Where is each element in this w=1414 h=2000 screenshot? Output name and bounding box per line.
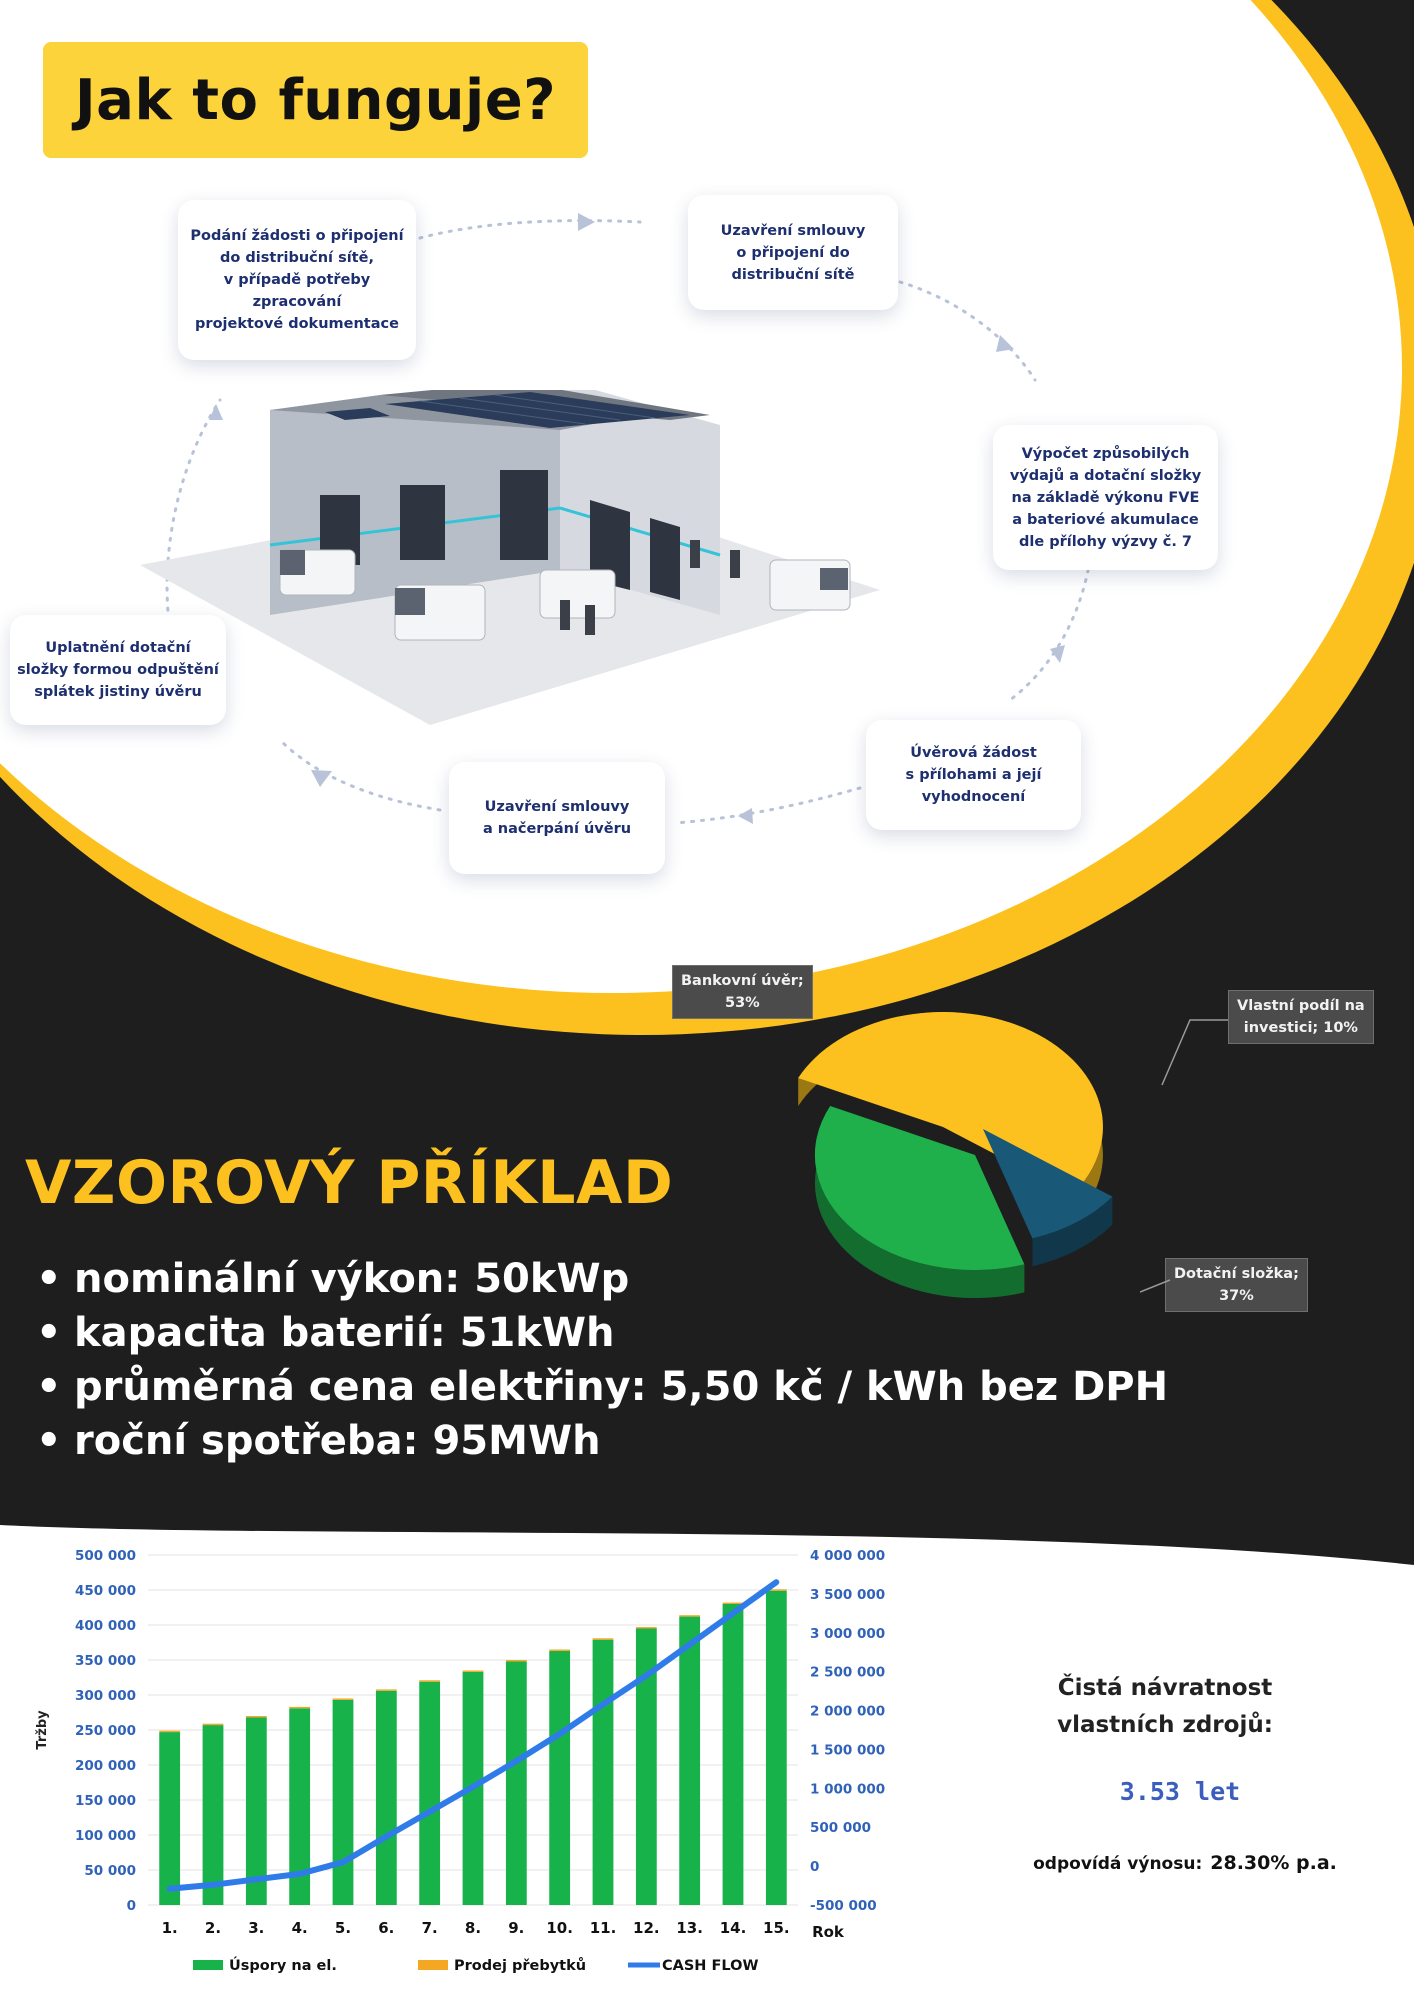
x-tick-label: 4. — [291, 1919, 308, 1937]
payback-value: 3.53 let — [1119, 1777, 1241, 1806]
legend-swatch — [193, 1960, 223, 1970]
y-tick-label: 200 000 — [74, 1758, 136, 1774]
y-tick-label: 500 000 — [74, 1548, 136, 1564]
payback-title: Čistá návratnost vlastních zdrojů: — [1057, 1675, 1273, 1738]
bar-savings — [376, 1691, 397, 1905]
y-tick-label: 0 — [126, 1898, 136, 1914]
x-tick-label: 3. — [248, 1919, 265, 1937]
spec-annual-consumption: • roční spotřeba: 95MWh — [36, 1414, 1168, 1468]
bar-surplus — [679, 1615, 700, 1616]
x-axis-label: Rok — [812, 1923, 844, 1941]
bar-savings — [333, 1700, 354, 1905]
revenue-cashflow-chart — [28, 1535, 908, 1995]
process-step-3: Výpočet způsobilých výdajů a dotační složky na základě výkonu FVE a bateriové akumulace dle přílohy výzvy č. 7 — [993, 425, 1218, 570]
yield-label: odpovídá výnosu: — [1033, 1854, 1203, 1874]
bar-surplus — [506, 1660, 527, 1661]
bar-surplus — [289, 1707, 310, 1708]
y-tick-label: 300 000 — [74, 1688, 136, 1704]
y2-tick-label: 1 500 000 — [810, 1742, 886, 1759]
y2-tick-label: 2 500 000 — [810, 1664, 886, 1681]
y-tick-label: 350 000 — [74, 1653, 136, 1669]
x-tick-label: 9. — [508, 1919, 525, 1937]
y2-tick-label: 500 000 — [810, 1820, 872, 1837]
x-tick-label: 14. — [719, 1919, 747, 1937]
bar-surplus — [333, 1699, 354, 1700]
bar-savings — [679, 1617, 700, 1905]
bar-savings — [593, 1640, 614, 1905]
legend-swatch — [418, 1960, 448, 1970]
x-tick-label: 1. — [161, 1919, 178, 1937]
bar-savings — [203, 1725, 224, 1905]
x-tick-label: 13. — [676, 1919, 703, 1937]
process-step-6: Uplatnění dotační složky formou odpuštění splátek jistiny úvěru — [10, 615, 226, 725]
y2-tick-label: 1 000 000 — [810, 1781, 886, 1798]
x-tick-label: 11. — [589, 1919, 617, 1937]
y2-tick-label: 0 — [810, 1859, 820, 1876]
y-tick-label: 50 000 — [84, 1863, 136, 1879]
x-tick-label: 6. — [378, 1919, 395, 1937]
bar-surplus — [376, 1689, 397, 1690]
pie-label-own-share: Vlastní podíl na investici; 10% — [1228, 990, 1374, 1044]
bar-surplus — [723, 1603, 744, 1604]
page-title: Jak to funguje? — [74, 67, 557, 133]
example-heading: VZOROVÝ PŘÍKLAD — [25, 1148, 674, 1218]
y2-tick-label: -500 000 — [810, 1898, 877, 1914]
example-specs-list — [36, 1252, 1168, 1468]
bar-surplus — [419, 1680, 440, 1681]
y2-tick-label: 2 000 000 — [810, 1703, 886, 1720]
y2-tick-label: 3 000 000 — [810, 1625, 886, 1642]
process-step-5: Uzavření smlouvy a načerpání úvěru — [449, 762, 665, 874]
bar-surplus — [593, 1638, 614, 1639]
bar-surplus — [463, 1671, 484, 1672]
x-tick-label: 7. — [421, 1919, 438, 1937]
y-tick-label: 250 000 — [74, 1723, 136, 1739]
bar-savings — [723, 1604, 744, 1905]
yield-row — [1005, 1852, 1365, 1874]
x-tick-label: 8. — [464, 1919, 482, 1937]
spec-electricity-price: • průměrná cena elektřiny: 5,50 kč / kWh bez DPH — [36, 1360, 1168, 1414]
legend-label: CASH FLOW — [662, 1958, 759, 1974]
bar-surplus — [246, 1716, 267, 1717]
y2-tick-label: 4 000 000 — [810, 1548, 886, 1564]
solar-building-illustration — [130, 390, 890, 730]
y-tick-label: 150 000 — [74, 1793, 136, 1809]
yield-value: 28.30% p.a. — [1210, 1852, 1337, 1874]
process-step-1: Podání žádosti o připojení do distribuční sítě, v případě potřeby zpracování projektové dokumentace — [178, 200, 416, 360]
pie-label-subsidy: Dotační složka; 37% — [1165, 1258, 1308, 1312]
legend-label: Prodej přebytků — [454, 1958, 587, 1974]
bar-savings — [549, 1651, 570, 1905]
bar-savings — [766, 1591, 787, 1905]
bar-surplus — [159, 1731, 180, 1732]
bar-surplus — [203, 1724, 224, 1725]
process-step-2: Uzavření smlouvy o připojení do distribuční sítě — [688, 195, 898, 310]
pie-label-bank-loan: Bankovní úvěr; 53% — [672, 965, 813, 1019]
x-tick-label: 10. — [546, 1919, 573, 1937]
bar-surplus — [549, 1650, 570, 1651]
bar-surplus — [636, 1627, 657, 1628]
x-tick-label: 2. — [204, 1919, 222, 1937]
spec-battery-capacity: • kapacita baterií: 51kWh — [36, 1306, 1168, 1360]
y2-tick-label: 3 500 000 — [810, 1586, 886, 1603]
bar-savings — [419, 1682, 440, 1905]
y-tick-label: 100 000 — [74, 1828, 136, 1844]
x-tick-label: 15. — [763, 1919, 790, 1937]
bar-savings — [159, 1732, 180, 1905]
y-tick-label: 450 000 — [74, 1583, 136, 1599]
spec-nominal-power: • nominální výkon: 50kWp — [36, 1252, 1168, 1306]
bar-savings — [506, 1661, 527, 1905]
process-step-4: Úvěrová žádost s přílohami a její vyhodnocení — [866, 720, 1081, 830]
x-tick-label: 12. — [633, 1919, 660, 1937]
y-axis-label: Tržby — [35, 1710, 50, 1750]
y-tick-label: 400 000 — [74, 1618, 136, 1634]
x-tick-label: 5. — [334, 1919, 352, 1937]
legend-label: Úspory na el. — [229, 1958, 337, 1974]
